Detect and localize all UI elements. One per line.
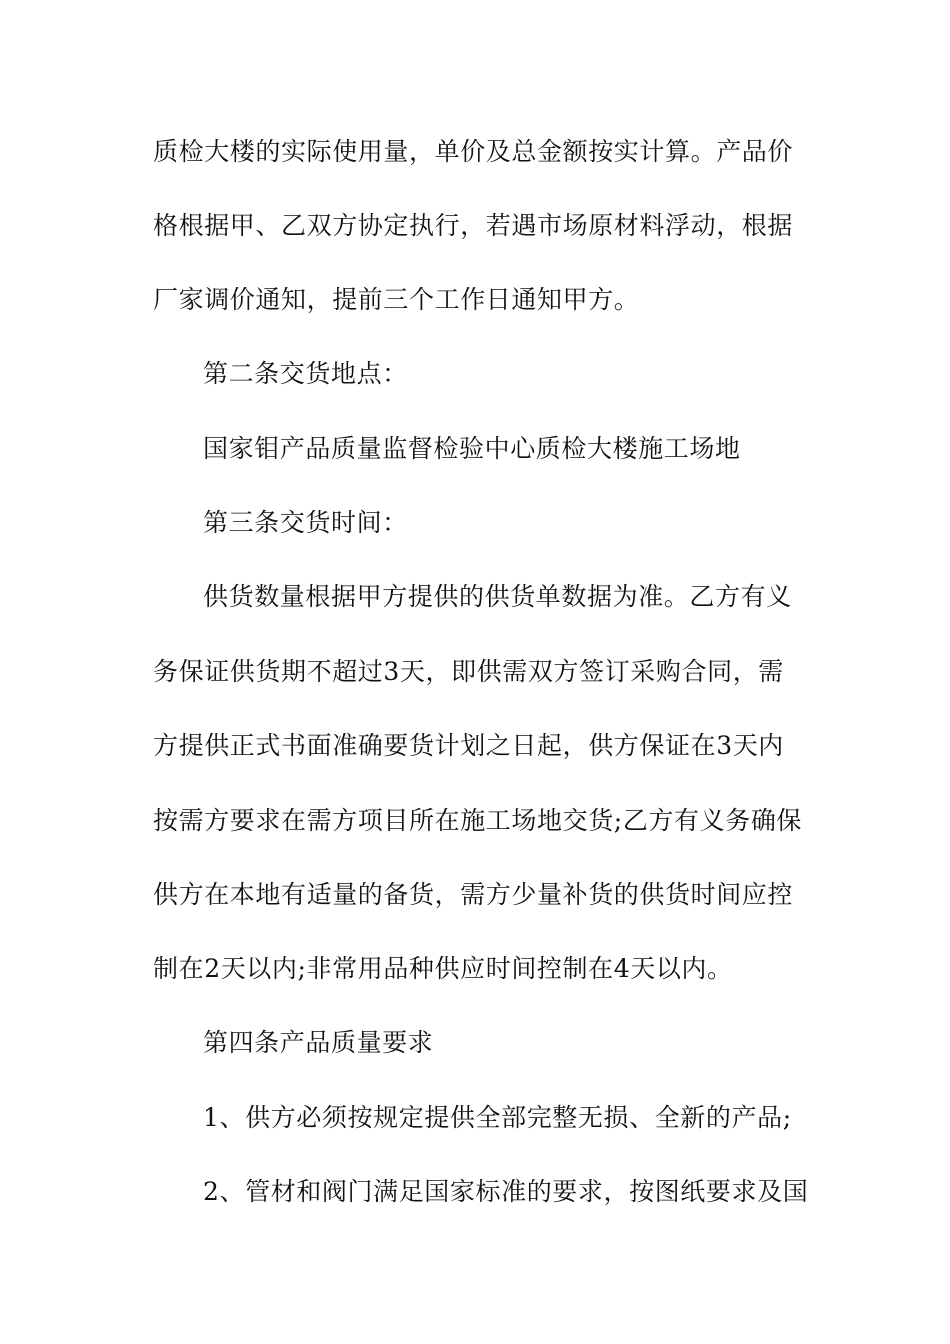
section-heading: 第三条交货时间：: [203, 508, 408, 537]
paragraph-line: 方提供正式书面准确要货计划之日起，供方保证在3天内: [153, 731, 784, 760]
paragraph-line: 供货数量根据甲方提供的供货单数据为准。乙方有义: [203, 582, 792, 611]
paragraph-line: 厂家调价通知，提前三个工作日通知甲方。: [153, 285, 640, 314]
paragraph-line: 国家钼产品质量监督检验中心质检大楼施工场地: [203, 434, 741, 463]
paragraph-line: 格根据甲、乙双方协定执行，若遇市场原材料浮动，根据: [153, 211, 794, 240]
section-heading: 第二条交货地点：: [203, 359, 408, 388]
section-heading: 第四条产品质量要求: [203, 1028, 434, 1057]
paragraph-line: 务保证供货期不超过3天，即供需双方签订采购合同，需: [153, 657, 784, 686]
list-item: 2、管材和阀门满足国家标准的要求，按图纸要求及国: [203, 1177, 809, 1206]
list-item: 1、供方必须按规定提供全部完整无损、全新的产品;: [203, 1103, 792, 1132]
paragraph-line: 按需方要求在需方项目所在施工场地交货;乙方有义务确保: [153, 806, 803, 835]
paragraph-line: 制在2天以内;非常用品种供应时间控制在4天以内。: [153, 954, 733, 983]
paragraph-line: 质检大楼的实际使用量，单价及总金额按实计算。产品价: [153, 137, 794, 166]
paragraph-line: 供方在本地有适量的备货，需方少量补货的供货时间应控: [153, 880, 794, 909]
